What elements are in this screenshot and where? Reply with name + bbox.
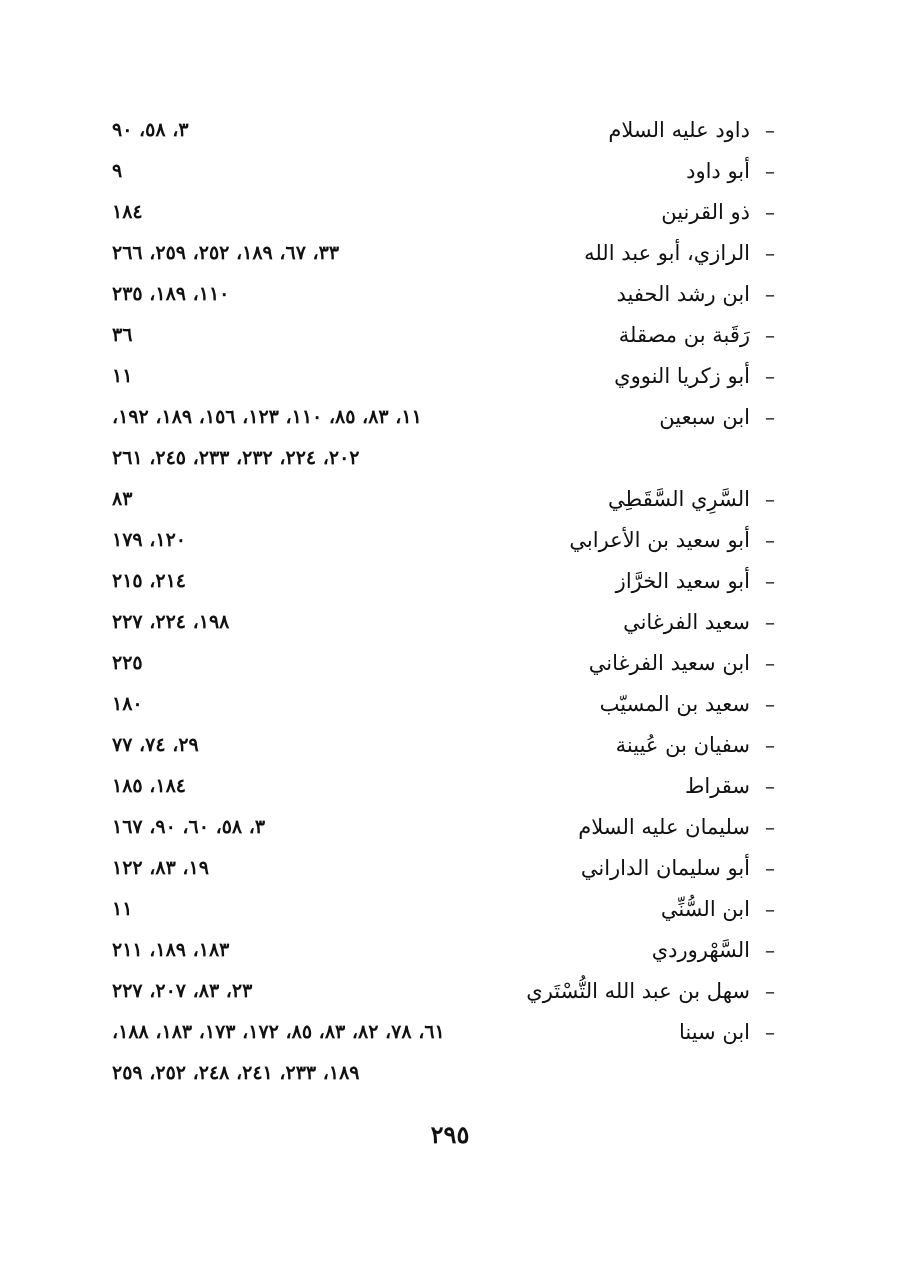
entry-dash: – [765, 610, 775, 634]
entry-name: سليمان عليه السلام [578, 815, 750, 839]
index-entry [112, 192, 780, 233]
entry-name: سعيد بن المسيّب [599, 692, 750, 716]
index-entry [112, 233, 780, 274]
entry-dash: – [765, 897, 775, 921]
entry-pages: ٢٩، ٧٤، ٧٧ [112, 734, 199, 756]
entry-pages: ١١٠، ١٨٩، ٢٣٥ [112, 283, 230, 305]
entry-pages: ٢٢٥ [112, 652, 143, 674]
index-entry [112, 1012, 780, 1053]
entry-pages: ١٩٨، ٢٢٤، ٢٢٧ [112, 611, 230, 633]
entry-dash: – [765, 938, 775, 962]
index-entry [112, 110, 780, 151]
index-entry [112, 766, 780, 807]
entry-dash: – [765, 651, 775, 675]
name-index-list [112, 110, 780, 1094]
index-entry [112, 602, 780, 643]
index-entry [112, 889, 780, 930]
entry-pages: ١٨٤ [112, 201, 143, 223]
index-entry [112, 274, 780, 315]
entry-name: ابن سبعين [659, 405, 750, 429]
entry-dash: – [765, 692, 775, 716]
entry-name: سعيد الفرغاني [623, 610, 750, 634]
entry-name: السَّهْروردي [651, 938, 750, 962]
entry-dash: – [765, 733, 775, 757]
entry-pages: ١٢٠، ١٧٩ [112, 529, 186, 551]
entry-name: ابن سعيد الفرغاني [588, 651, 750, 675]
entry-pages: ١٨٣، ١٨٩، ٢١١ [112, 939, 230, 961]
entry-dash: – [765, 323, 775, 347]
entry-pages: ١١ [112, 898, 133, 920]
entry-name: الرازي، أبو عبد الله [584, 241, 750, 265]
entry-dash: – [765, 364, 775, 388]
index-entry [112, 520, 780, 561]
index-entry [112, 848, 780, 889]
entry-pages: ٣٣، ٦٧، ١٨٩، ٢٥٢، ٢٥٩، ٢٦٦ [112, 242, 340, 264]
page-number: ٢٩٥ [430, 1120, 470, 1149]
entry-dash: – [765, 200, 775, 224]
index-entry [112, 479, 780, 520]
entry-name: ذو القرنين [661, 200, 750, 224]
entry-pages: ٨٣ [112, 488, 133, 510]
index-entry [112, 643, 780, 684]
entry-pages: ٣، ٥٨، ٦٠، ٩٠، ١٦٧ [112, 816, 266, 838]
index-entry [112, 397, 780, 438]
entry-pages: ١١، ٨٣، ٨٥، ١١٠، ١٢٣، ١٥٦، ١٨٩، ١٩٢، [112, 406, 422, 428]
entry-name: سقراط [684, 774, 750, 798]
entry-pages: ١٨٠ [112, 693, 143, 715]
entry-name: أبو زكريا النووي [614, 364, 750, 388]
entry-pages: ١١ [112, 365, 133, 387]
index-entry [112, 151, 780, 192]
index-entry [112, 684, 780, 725]
entry-name: سفيان بن عُيينة [615, 733, 750, 757]
entry-pages: ٣٦ [112, 324, 133, 346]
index-entry-continuation [112, 1053, 780, 1094]
entry-name: ابن السُّنِّي [660, 897, 750, 921]
entry-dash: – [765, 159, 775, 183]
entry-dash: – [765, 282, 775, 306]
entry-name: سهل بن عبد الله التُّسْتَري [526, 979, 750, 1003]
entry-pages: ٣، ٥٨، ٩٠ [112, 119, 189, 141]
entry-name: رَقَبة بن مصقلة [618, 323, 750, 347]
index-entry [112, 971, 780, 1012]
entry-dash: – [765, 856, 775, 880]
entry-dash: – [765, 118, 775, 142]
entry-dash: – [765, 815, 775, 839]
entry-pages: ٩ [112, 160, 123, 182]
index-entry [112, 356, 780, 397]
entry-pages: ٢٠٢، ٢٢٤، ٢٣٢، ٢٣٣، ٢٤٥، ٢٦١ [112, 447, 360, 469]
entry-pages: ١٩، ٨٣، ١٢٢ [112, 857, 209, 879]
index-entry-continuation [112, 438, 780, 479]
entry-dash: – [765, 774, 775, 798]
entry-dash: – [765, 405, 775, 429]
entry-name: أبو سعيد الخرَّاز [615, 569, 750, 593]
entry-name: السَّرِي السَّقَطِي [608, 487, 750, 511]
entry-pages: ٢١٤، ٢١٥ [112, 570, 186, 592]
entry-pages: ٢٣، ٨٣، ٢٠٧، ٢٢٧ [112, 980, 253, 1002]
entry-pages: ١٨٩، ٢٣٣، ٢٤١، ٢٤٨، ٢٥٢، ٢٥٩ [112, 1062, 360, 1084]
entry-name: داود عليه السلام [608, 118, 750, 142]
index-entry [112, 315, 780, 356]
entry-dash: – [765, 528, 775, 552]
entry-dash: – [765, 1020, 775, 1044]
entry-name: أبو سعيد بن الأعرابي [569, 528, 750, 552]
entry-name: ابن سينا [678, 1020, 750, 1044]
entry-pages: ٦١، ٧٨، ٨٢، ٨٣، ٨٥، ١٧٢، ١٧٣، ١٨٣، ١٨٨، [112, 1021, 445, 1043]
entry-dash: – [765, 569, 775, 593]
entry-dash: – [765, 979, 775, 1003]
index-entry [112, 561, 780, 602]
index-entry [112, 930, 780, 971]
index-entry [112, 725, 780, 766]
entry-pages: ١٨٤، ١٨٥ [112, 775, 186, 797]
entry-name: أبو داود [686, 159, 750, 183]
entry-dash: – [765, 487, 775, 511]
entry-name: أبو سليمان الداراني [580, 856, 750, 880]
entry-dash: – [765, 241, 775, 265]
entry-name: ابن رشد الحفيد [616, 282, 750, 306]
index-entry [112, 807, 780, 848]
